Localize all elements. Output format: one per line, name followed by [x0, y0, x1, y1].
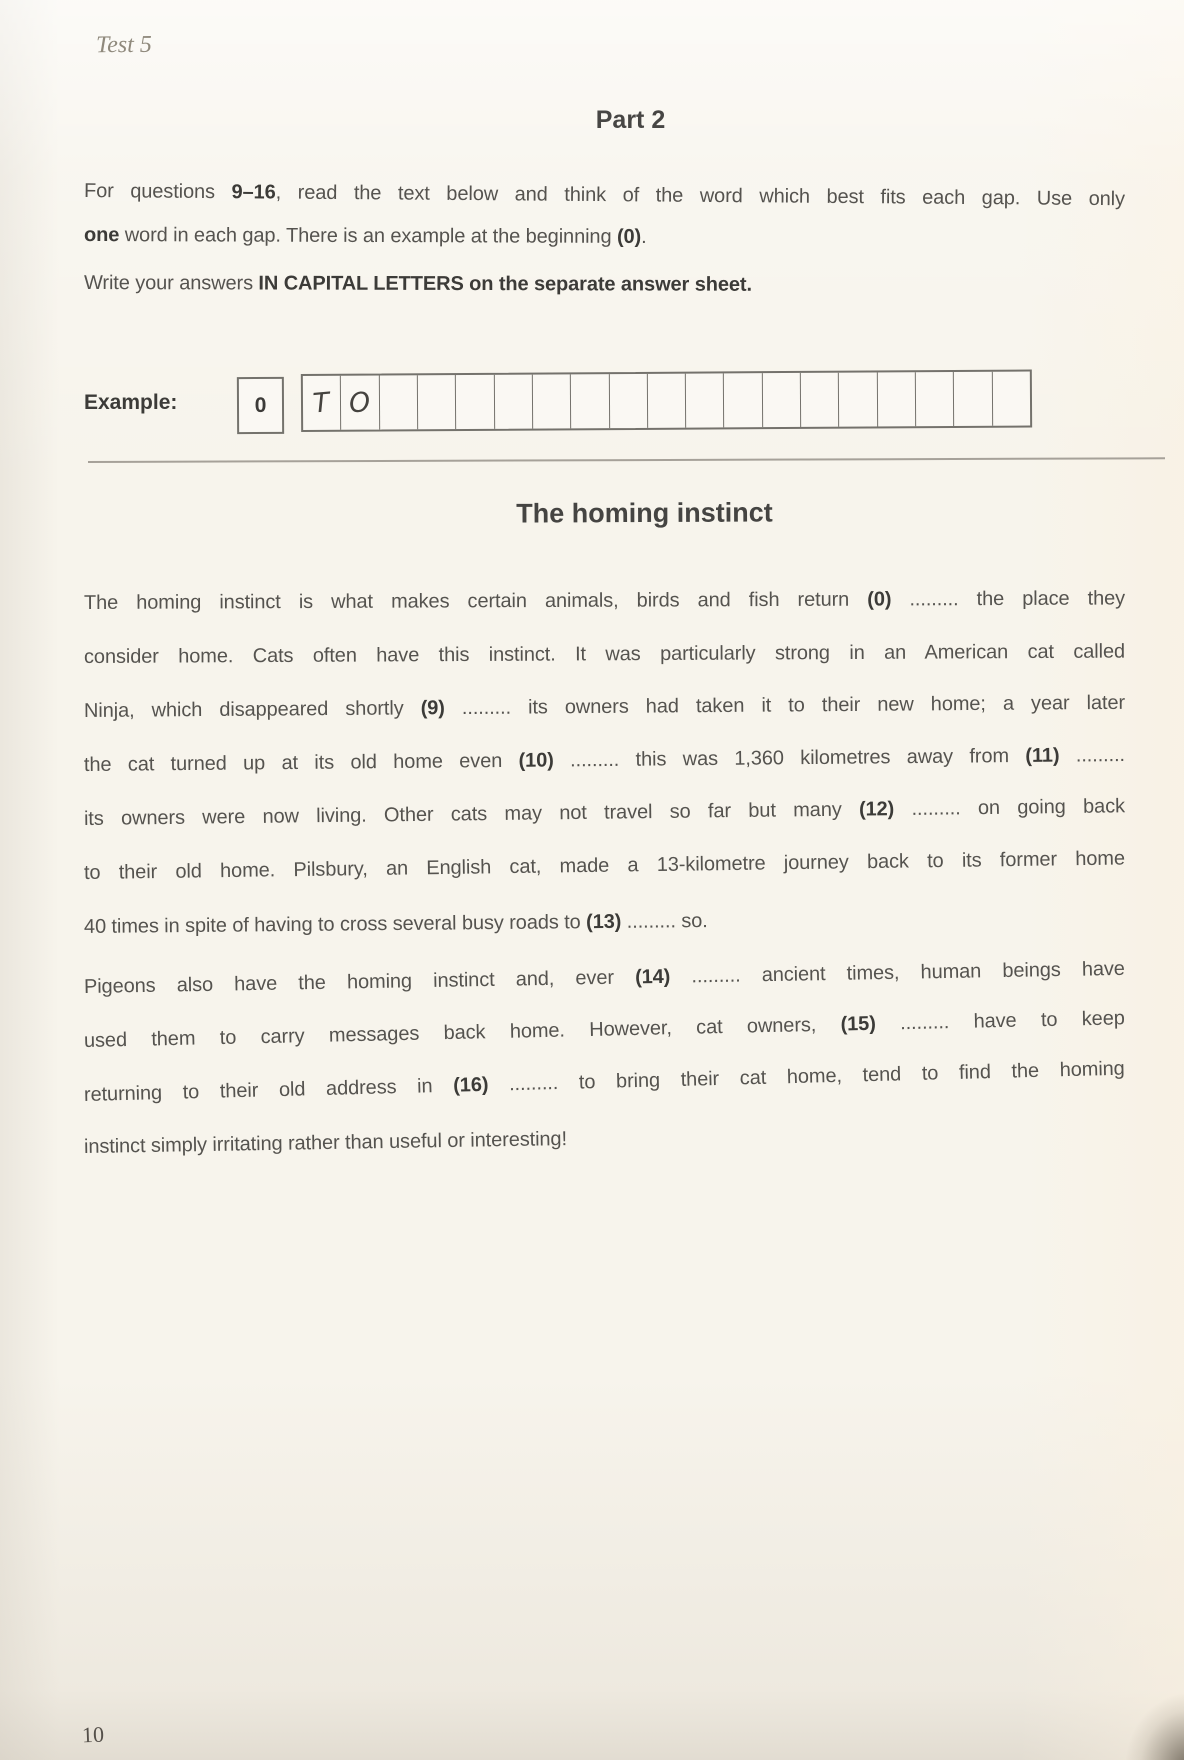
passage-p2-line-1: Pigeons also have the homing instinct and, ever (14) ......... ancient times, human beings have	[83, 957, 1126, 998]
passage-title: The homing instinct	[516, 497, 773, 529]
answer-sheet-instruction: Write your answers IN CAPITAL LETTERS on the separate answer sheet.	[83, 272, 752, 296]
part-heading: Part 2	[595, 106, 666, 134]
instructions-line-1: For questions 9–16, read the text below and think of the word which best fits each gap. Use only	[83, 180, 1126, 211]
page-curl-shadow	[1126, 1694, 1184, 1760]
answer-cell	[991, 372, 1030, 426]
answer-cell	[570, 374, 609, 428]
passage-p2-line-3: returning to their old address in (16) ......... to bring their cat home, tend to find the homing	[83, 1057, 1125, 1106]
answer-cell	[838, 372, 877, 426]
passage-p1-line-3: Ninja, which disappeared shortly (9) ......... its owners had taken it to their new home; a year later	[83, 691, 1126, 722]
answer-cell	[877, 372, 916, 426]
answer-cell	[493, 375, 532, 429]
answer-cell	[532, 374, 571, 428]
answer-cell	[647, 374, 686, 428]
answer-cell	[685, 373, 724, 427]
example-label: Example:	[84, 391, 178, 414]
passage-p2-line-4: instinct simply irritating rather than useful or interesting!	[83, 1127, 568, 1158]
passage-p1-line-1: The homing instinct is what makes certain animals, birds and fish return (0) ......... the place they	[83, 587, 1126, 614]
passage-p1-line-2: consider home. Cats often have this instinct. It was particularly strong in an American cat called	[83, 640, 1126, 668]
answer-cell	[608, 374, 647, 428]
passage-p1-line-6: to their old home. Pilsbury, an English cat, made a 13-kilometre journey back to its former home	[83, 847, 1126, 884]
answer-cell	[417, 375, 456, 429]
answer-cell	[455, 375, 494, 429]
example-answer-letter: O	[347, 386, 372, 420]
passage-p1-line-4: the cat turned up at its old home even (10) ......... this was 1,360 kilometres away from (11) .........	[83, 744, 1126, 776]
page-number: 10	[81, 1721, 105, 1748]
passage-p1-line-5: its owners were now living. Other cats may not travel so far but many (12) ......... on going back	[83, 795, 1126, 830]
answer-cell	[378, 375, 417, 429]
example-answer-grid	[301, 370, 1032, 432]
answer-cell	[723, 373, 762, 427]
answer-cell	[303, 376, 341, 430]
example-number-box	[237, 377, 284, 434]
answer-cell	[800, 373, 839, 427]
answer-cell	[340, 376, 379, 430]
answer-cell	[915, 372, 954, 426]
test-header: Test 5	[95, 31, 152, 59]
section-divider	[88, 457, 1165, 463]
example-number: 0	[254, 393, 267, 417]
passage-p1-line-7: 40 times in spite of having to cross several busy roads to (13) ......... so.	[83, 910, 708, 938]
example-answer-letter: T	[311, 386, 332, 420]
answer-cell	[762, 373, 801, 427]
answer-cell	[953, 372, 992, 426]
passage-p2-line-2: used them to carry messages back home. However, cat owners, (15) ......... have to keep	[83, 1007, 1125, 1052]
instructions-line-2: one word in each gap. There is an example at the beginning (0).	[83, 224, 647, 248]
